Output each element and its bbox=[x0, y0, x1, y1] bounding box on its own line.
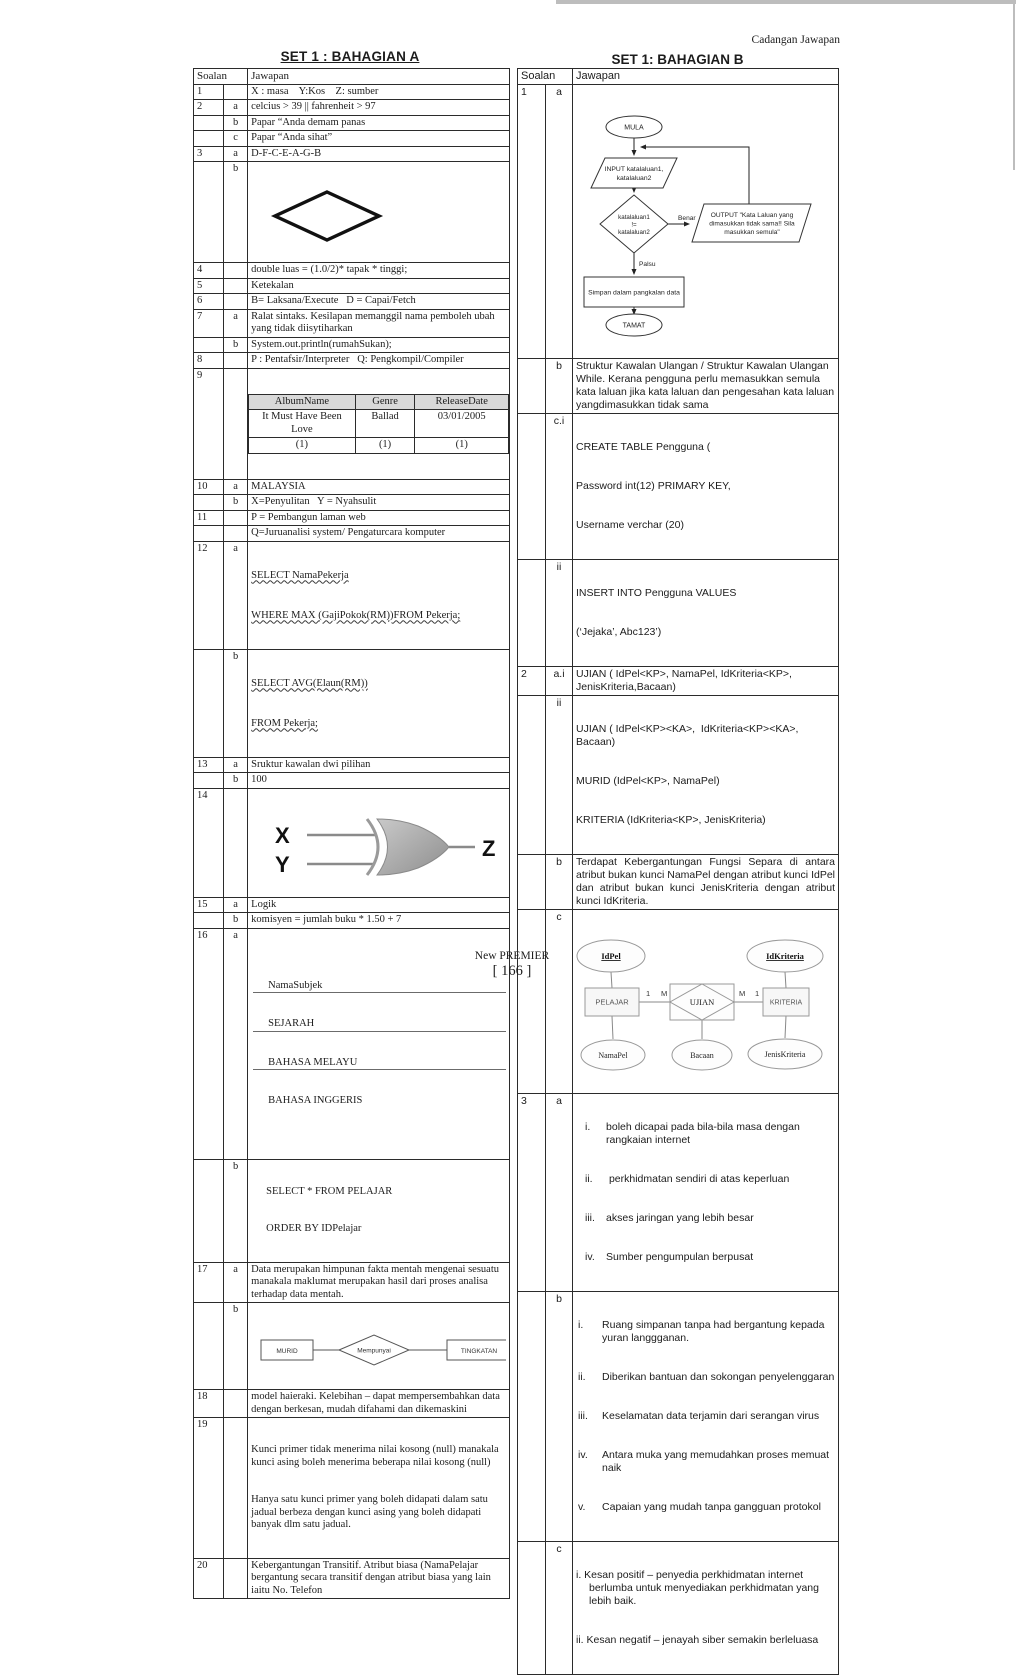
question-letter: ii bbox=[546, 560, 573, 667]
answer-paragraph: Hanya satu kunci primer yang boleh didapati dalam satu jadual berbeza dengan kunci asing yang boleh didapati banyak dlm satu jadual. bbox=[251, 1494, 491, 1530]
table-row bbox=[518, 1292, 839, 1542]
answer-cell bbox=[573, 910, 839, 1094]
question-number bbox=[518, 1542, 546, 1675]
question-number bbox=[194, 162, 224, 263]
question-number: 18 bbox=[194, 1390, 224, 1418]
table-row bbox=[194, 913, 510, 929]
answer-cell: UJIAN ( IdPel<KP>, NamaPel, IdKriteria<KP>, JenisKriteria,Bacaan) bbox=[573, 667, 839, 696]
erd-entity-kriteria: KRITERIA bbox=[769, 999, 803, 1007]
answer-cell: Ralat sintaks. Kesilapan memanggil nama pemboleh ubah yang tidak diisytiharkan bbox=[248, 309, 510, 337]
flow-output-line2: dimasukkan tidak sama!! Sila bbox=[709, 220, 795, 228]
table-row bbox=[194, 510, 510, 526]
album-name-cell: It Must Have Been Love bbox=[249, 410, 356, 438]
question-number bbox=[194, 337, 224, 353]
answer-cell: X=Penyulitan Y = Nyahsulit bbox=[248, 495, 510, 511]
answer-cell bbox=[248, 1303, 510, 1390]
question-number: 4 bbox=[194, 263, 224, 279]
question-number: 16 bbox=[194, 928, 224, 1159]
answer-cell: 100 bbox=[248, 773, 510, 789]
erd-cardinality: 1 bbox=[755, 989, 760, 998]
table-row bbox=[194, 649, 510, 757]
table-row bbox=[194, 115, 510, 131]
scan-artifact-right bbox=[1013, 0, 1015, 170]
table-row bbox=[194, 1262, 510, 1303]
schema-line: UJIAN ( IdPel<KP><KA>, IdKriteria<KP><KA>, Bacaan) bbox=[576, 723, 802, 748]
question-number bbox=[194, 526, 224, 542]
table-row bbox=[194, 69, 510, 85]
answer-cell bbox=[248, 162, 510, 263]
question-letter: a bbox=[546, 85, 573, 359]
question-letter bbox=[224, 84, 248, 100]
answer-cell: Data merupakan himpunan fakta mentah mengenai sesuatu manakala maklumat merupakan hasil dari proses analisa terhadap data mentah. bbox=[248, 1262, 510, 1303]
list-item bbox=[576, 1212, 835, 1225]
decision-diamond-figure bbox=[251, 188, 506, 244]
question-letter: a bbox=[546, 1094, 573, 1292]
question-number: 3 bbox=[518, 1094, 546, 1292]
list-item-text: akses jaringan yang lebih besar bbox=[606, 1212, 754, 1224]
table-row bbox=[194, 1558, 510, 1599]
question-number bbox=[518, 359, 546, 414]
erd-attr-bacaan: Bacaan bbox=[690, 1051, 714, 1060]
album-col-releasedate: ReleaseDate bbox=[415, 394, 509, 410]
question-number: 12 bbox=[194, 541, 224, 649]
roman-numeral: ii. bbox=[578, 1371, 586, 1383]
question-letter: a bbox=[224, 541, 248, 649]
question-number bbox=[518, 1292, 546, 1542]
flowchart bbox=[573, 111, 837, 341]
answer-cell bbox=[248, 1159, 510, 1262]
question-letter: b bbox=[224, 337, 248, 353]
answer-cell bbox=[573, 1542, 839, 1675]
mark-cell: (1) bbox=[415, 438, 509, 454]
question-number bbox=[518, 696, 546, 855]
list-item-text: Sumber pengumpulan berpusat bbox=[606, 1251, 754, 1263]
question-letter: b bbox=[224, 495, 248, 511]
roman-numeral: iii. bbox=[578, 1410, 588, 1422]
question-number: 17 bbox=[194, 1262, 224, 1303]
table-row bbox=[194, 526, 510, 542]
answer-cell: Sruktur kawalan dwi pilihan bbox=[248, 757, 510, 773]
answer-cell: Kebergantungan Transitif. Atribut biasa (NamaPelajar bergantung secara transitif dengan atribut biasa yang lain iaitu No. Telefon bbox=[248, 1558, 510, 1599]
table-row bbox=[194, 479, 510, 495]
question-number: 2 bbox=[194, 100, 224, 116]
answer-cell bbox=[573, 414, 839, 560]
question-letter: b bbox=[224, 162, 248, 263]
list-item: NamaSubjek bbox=[253, 980, 506, 994]
sql-line: SELECT NamaPekerja bbox=[251, 569, 349, 581]
answer-cell bbox=[573, 1094, 839, 1292]
question-number bbox=[518, 560, 546, 667]
answer-cell: P : Pentafsir/Interpreter Q: Pengkompil/Compiler bbox=[248, 353, 510, 369]
question-number: 1 bbox=[518, 85, 546, 359]
erd-attr-namapel: NamaPel bbox=[598, 1051, 628, 1060]
answer-cell: P = Pembangun laman web bbox=[248, 510, 510, 526]
sql-line: SELECT * FROM PELAJAR bbox=[266, 1185, 393, 1197]
question-number: 15 bbox=[194, 897, 224, 913]
sql-line: FROM Pekerja; bbox=[251, 717, 318, 729]
flow-decision-line3: katalaluan2 bbox=[618, 229, 650, 236]
table-row bbox=[194, 294, 510, 310]
section-a-title: SET 1 : BAHAGIAN A bbox=[280, 49, 420, 64]
table-row bbox=[194, 1390, 510, 1418]
flow-output-line3: masukkan semula" bbox=[724, 229, 780, 236]
question-number bbox=[194, 131, 224, 147]
question-number: 7 bbox=[194, 309, 224, 337]
question-letter: b bbox=[224, 773, 248, 789]
table-row bbox=[194, 162, 510, 263]
list-item bbox=[576, 1173, 835, 1186]
flow-output-line1: OUTPUT "Kata Laluan yang bbox=[710, 212, 794, 219]
question-letter: a bbox=[224, 897, 248, 913]
album-col-albumname: AlbumName bbox=[249, 394, 356, 410]
question-letter: a bbox=[224, 100, 248, 116]
question-number: 13 bbox=[194, 757, 224, 773]
answer-cell: Papar “Anda demam panas bbox=[248, 115, 510, 131]
answer-cell bbox=[573, 85, 839, 359]
answer-cell: Papar “Anda sihat” bbox=[248, 131, 510, 147]
sql-line: CREATE TABLE Pengguna ( bbox=[576, 441, 711, 453]
section-b-table bbox=[517, 68, 839, 1675]
er-entity-tingkatan: TINGKATAN bbox=[461, 1348, 498, 1355]
table-row bbox=[518, 1542, 839, 1675]
question-letter: b bbox=[546, 1292, 573, 1542]
list-item: ii. Kesan negatif – jenayah siber semakin berleluasa bbox=[576, 1634, 819, 1646]
question-letter: a.i bbox=[546, 667, 573, 696]
column-header-soalan: Soalan bbox=[518, 69, 573, 85]
question-letter: c bbox=[546, 910, 573, 1094]
list-item-text: boleh dicapai pada bila-bila masa dengan rangkaian internet bbox=[606, 1121, 803, 1146]
question-letter: b bbox=[546, 359, 573, 414]
list-item-text: Keselamatan data terjamin dari serangan virus bbox=[602, 1410, 820, 1422]
table-row bbox=[194, 368, 510, 479]
sql-line: Password int(12) PRIMARY KEY, bbox=[576, 480, 731, 492]
sql-line: SELECT AVG(Elaun(RM)) bbox=[251, 677, 368, 689]
roman-numeral: ii. bbox=[585, 1173, 593, 1185]
answer-cell bbox=[248, 541, 510, 649]
album-table bbox=[248, 394, 509, 454]
subject-list bbox=[253, 955, 506, 1133]
table-row bbox=[194, 1418, 510, 1559]
flow-start-label: MULA bbox=[624, 124, 644, 132]
flow-input-line2: katalaluan2 bbox=[616, 175, 652, 182]
question-letter: a bbox=[224, 1262, 248, 1303]
question-letter: b bbox=[224, 1159, 248, 1262]
list-item: BAHASA INGGERIS bbox=[268, 1095, 363, 1106]
erd-key-idpel: IdPel bbox=[601, 951, 621, 961]
sql-line: INSERT INTO Pengguna VALUES bbox=[576, 587, 737, 599]
gate-output-z-label: Z bbox=[482, 835, 496, 861]
question-letter bbox=[224, 294, 248, 310]
scan-artifact-top bbox=[556, 0, 1016, 4]
question-number bbox=[194, 495, 224, 511]
er-entity-murid: MURID bbox=[276, 1348, 298, 1355]
question-letter: a bbox=[224, 928, 248, 1159]
question-letter: b bbox=[224, 649, 248, 757]
question-letter bbox=[224, 526, 248, 542]
answer-cell: B= Laksana/Execute D = Capai/Fetch bbox=[248, 294, 510, 310]
flow-process-label: Simpan dalam pangkalan data bbox=[588, 289, 680, 297]
column-header-jawapan: Jawapan bbox=[573, 69, 839, 85]
table-row bbox=[194, 263, 510, 279]
question-letter bbox=[224, 278, 248, 294]
table-row bbox=[194, 1159, 510, 1262]
flow-decision-line1: katalaluan1 bbox=[618, 214, 650, 221]
flow-false-label: Palsu bbox=[639, 261, 656, 268]
list-item bbox=[576, 1251, 835, 1264]
question-number bbox=[194, 1303, 224, 1390]
question-number bbox=[194, 1159, 224, 1262]
question-letter bbox=[224, 1558, 248, 1599]
question-letter: c bbox=[224, 131, 248, 147]
answer-cell bbox=[248, 649, 510, 757]
column-header-soalan: Soalan bbox=[194, 69, 248, 85]
question-letter: a bbox=[224, 309, 248, 337]
question-number: 19 bbox=[194, 1418, 224, 1559]
question-letter bbox=[224, 368, 248, 479]
question-letter: a bbox=[224, 146, 248, 162]
question-number bbox=[518, 910, 546, 1094]
gate-input-y-label: Y bbox=[275, 851, 290, 877]
roman-numeral: i. bbox=[578, 1319, 584, 1331]
album-col-genre: Genre bbox=[355, 394, 415, 410]
answer-cell bbox=[248, 368, 510, 479]
question-number: 11 bbox=[194, 510, 224, 526]
flow-decision-line2: != bbox=[631, 221, 637, 229]
answer-cell bbox=[573, 1292, 839, 1542]
er-relation-mempunyai: Mempunyai bbox=[357, 1347, 391, 1355]
question-letter bbox=[224, 353, 248, 369]
list-item-text: Antara muka yang memudahkan proses memuat naik bbox=[602, 1449, 832, 1474]
question-letter bbox=[224, 1418, 248, 1559]
list-item-text: Capaian yang mudah tanpa gangguan protokol bbox=[602, 1501, 821, 1513]
question-number: 5 bbox=[194, 278, 224, 294]
table-row bbox=[194, 757, 510, 773]
mark-cell: (1) bbox=[355, 438, 415, 454]
question-letter: b bbox=[224, 115, 248, 131]
roman-numeral: iii. bbox=[585, 1212, 595, 1224]
question-number bbox=[518, 414, 546, 560]
table-row bbox=[194, 309, 510, 337]
question-number bbox=[194, 913, 224, 929]
list-item-text: Ruang simpanan tanpa had bergantung kepada yuran langgganan. bbox=[602, 1319, 828, 1344]
sql-line: WHERE MAX (GajiPokok(RM))FROM Pekerja; bbox=[251, 609, 461, 621]
table-row bbox=[194, 353, 510, 369]
corner-note: Cadangan Jawapan bbox=[751, 34, 840, 46]
table-row bbox=[194, 897, 510, 913]
album-genre-cell: Ballad bbox=[355, 410, 415, 438]
section-b-title: SET 1: BAHAGIAN B bbox=[611, 52, 744, 67]
flow-end-label: TAMAT bbox=[622, 322, 646, 330]
question-letter: b bbox=[224, 1303, 248, 1390]
question-number: 8 bbox=[194, 353, 224, 369]
footer-publisher: New PREMIER bbox=[474, 950, 550, 962]
question-number: 2 bbox=[518, 667, 546, 696]
question-number: 20 bbox=[194, 1558, 224, 1599]
table-row bbox=[518, 855, 839, 910]
question-letter bbox=[224, 263, 248, 279]
question-number: 10 bbox=[194, 479, 224, 495]
question-letter: a bbox=[224, 757, 248, 773]
table-row bbox=[518, 696, 839, 855]
section-a-table bbox=[193, 68, 510, 1599]
table-row bbox=[518, 414, 839, 560]
table-row bbox=[518, 359, 839, 414]
erd-cardinality: M bbox=[661, 989, 668, 998]
table-row bbox=[194, 278, 510, 294]
erd-key-idkriteria: IdKriteria bbox=[766, 951, 804, 961]
question-letter: b bbox=[546, 855, 573, 910]
schema-line: MURID (IdPel<KP>, NamaPel) bbox=[576, 775, 720, 787]
sql-line: (‘Jejaka’, Abc123’) bbox=[576, 626, 662, 638]
question-number: 9 bbox=[194, 368, 224, 479]
table-row bbox=[518, 85, 839, 359]
question-number bbox=[194, 649, 224, 757]
table-row bbox=[518, 1094, 839, 1292]
list-item-text: perkhidmatan sendiri di atas keperluan bbox=[606, 1173, 790, 1185]
answer-cell: Logik bbox=[248, 897, 510, 913]
answer-cell bbox=[573, 560, 839, 667]
question-letter: c bbox=[546, 1542, 573, 1675]
answer-cell: System.out.println(rumahSukan); bbox=[248, 337, 510, 353]
table-row bbox=[194, 100, 510, 116]
table-row bbox=[194, 146, 510, 162]
column-header-jawapan: Jawapan bbox=[248, 69, 510, 85]
question-letter bbox=[224, 1390, 248, 1418]
answer-cell: double luas = (1.0/2)* tapak * tinggi; bbox=[248, 263, 510, 279]
table-row bbox=[194, 1303, 510, 1390]
table-row bbox=[194, 495, 510, 511]
album-table-header-row bbox=[249, 394, 509, 410]
list-item bbox=[576, 1121, 835, 1147]
question-number bbox=[194, 773, 224, 789]
roman-numeral: iv. bbox=[578, 1449, 588, 1461]
table-row bbox=[194, 541, 510, 649]
question-number: 1 bbox=[194, 84, 224, 100]
answer-cell: Struktur Kawalan Ulangan / Struktur Kawalan Ulangan While. Kerana pengguna perlu memasukkan semula kata laluan jika kata laluan dan pengesahan kata laluan yangdimasukkan tidak sama bbox=[573, 359, 839, 414]
list-item: SEJARAH bbox=[253, 1018, 506, 1032]
question-number: 6 bbox=[194, 294, 224, 310]
table-row bbox=[518, 667, 839, 696]
question-number: 3 bbox=[194, 146, 224, 162]
gate-input-x-label: X bbox=[275, 822, 290, 848]
xor-gate-figure bbox=[251, 815, 506, 879]
question-letter: b bbox=[224, 913, 248, 929]
table-row bbox=[518, 560, 839, 667]
list-item bbox=[576, 1410, 835, 1423]
album-table-data-row bbox=[249, 410, 509, 438]
list-item-text: Diberikan bantuan dan sokongan penyelenggaran bbox=[602, 1371, 835, 1383]
table-row bbox=[518, 910, 839, 1094]
album-table-marks-row bbox=[249, 438, 509, 454]
list-item bbox=[576, 1449, 835, 1475]
answer-cell: X : masa Y:Kos Z: sumber bbox=[248, 84, 510, 100]
question-number: 14 bbox=[194, 788, 224, 897]
list-item bbox=[576, 1501, 835, 1514]
question-letter bbox=[224, 788, 248, 897]
roman-numeral: iv. bbox=[585, 1251, 595, 1263]
question-letter bbox=[224, 510, 248, 526]
erd-attr-jeniskriteria: JenisKriteria bbox=[764, 1050, 806, 1059]
question-number bbox=[194, 115, 224, 131]
footer-page-number: [ 166 ] bbox=[492, 963, 532, 979]
table-row bbox=[518, 69, 839, 85]
answer-cell bbox=[248, 1418, 510, 1559]
table-row bbox=[194, 788, 510, 897]
roman-numeral: i. bbox=[585, 1121, 591, 1133]
question-letter: ii bbox=[546, 696, 573, 855]
answer-cell bbox=[248, 788, 510, 897]
answer-cell: model haieraki. Kelebihan – dapat mempersembahkan data dengan berkesan, mudah difahami dan dikemaskini bbox=[248, 1390, 510, 1418]
sql-line: Username verchar (20) bbox=[576, 519, 684, 531]
answer-cell: Ketekalan bbox=[248, 278, 510, 294]
answer-cell: Terdapat Kebergantungan Fungsi Separa di antara atribut bukan kunci NamaPel dengan atribut kunci IdPel dan atribut bukan kunci JenisKriteria dengan atribut kunci IdKriteria. bbox=[573, 855, 839, 910]
erd-cardinality: 1 bbox=[646, 989, 651, 998]
answer-cell bbox=[573, 696, 839, 855]
table-row bbox=[194, 84, 510, 100]
list-item: i. Kesan positif – penyedia perkhidmatan internet berlumba untuk menyediakan perkhidmatan yang lebih baik. bbox=[576, 1569, 822, 1607]
schema-line: KRITERIA (IdKriteria<KP>, JenisKriteria) bbox=[576, 814, 766, 826]
answer-cell: komisyen = jumlah buku * 1.50 + 7 bbox=[248, 913, 510, 929]
question-number bbox=[518, 855, 546, 910]
list-item: BAHASA MELAYU bbox=[253, 1057, 506, 1071]
roman-numeral: v. bbox=[578, 1501, 586, 1513]
erd-entity-pelajar: PELAJAR bbox=[595, 997, 629, 1007]
table-row bbox=[194, 131, 510, 147]
answer-cell: D-F-C-E-A-G-B bbox=[248, 146, 510, 162]
mark-cell: (1) bbox=[249, 438, 356, 454]
table-row bbox=[194, 337, 510, 353]
flow-true-label: Benar bbox=[678, 215, 696, 222]
erd-relation-ujian: UJIAN bbox=[689, 997, 715, 1007]
list-item bbox=[576, 1319, 835, 1345]
flow-input-line1: INPUT katalaluan1, bbox=[604, 166, 664, 173]
sql-line: ORDER BY IDPelajar bbox=[266, 1223, 362, 1234]
er-mini-diagram bbox=[251, 1329, 506, 1371]
question-letter: a bbox=[224, 479, 248, 495]
list-item bbox=[576, 1371, 835, 1384]
erd-cardinality: M bbox=[739, 989, 746, 998]
table-row bbox=[194, 773, 510, 789]
answer-cell: MALAYSIA bbox=[248, 479, 510, 495]
answer-cell: Q=Juruanalisi system/ Pengaturcara komputer bbox=[248, 526, 510, 542]
album-date-cell: 03/01/2005 bbox=[415, 410, 509, 438]
answer-cell: celcius > 39 || fahrenheit > 97 bbox=[248, 100, 510, 116]
answer-paragraph: Kunci primer tidak menerima nilai kosong (null) manakala kunci asing boleh menerima beberapa nilai kosong (null) bbox=[251, 1444, 502, 1468]
question-letter: c.i bbox=[546, 414, 573, 560]
